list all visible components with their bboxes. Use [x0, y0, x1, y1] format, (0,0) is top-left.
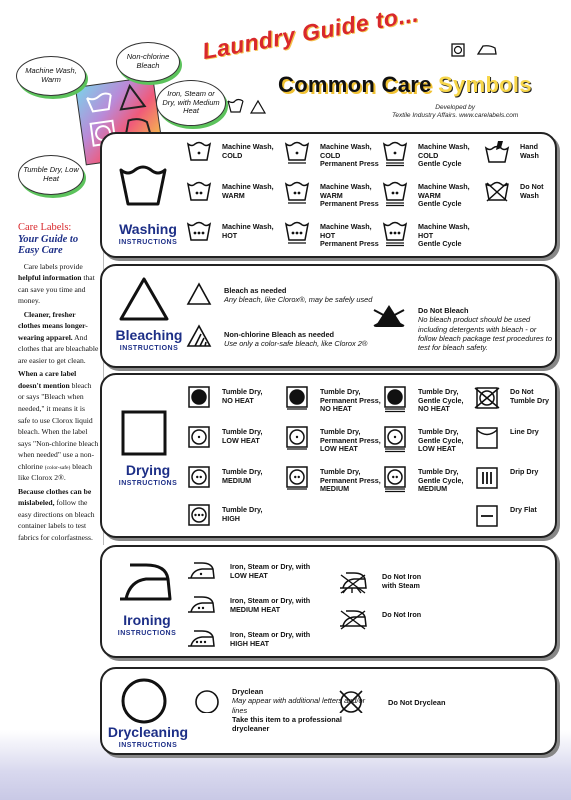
- dry-label-line: LOW HEAT: [222, 435, 260, 445]
- wash-label-line: Machine Wash,: [320, 222, 372, 231]
- dry-label-line: Drip Dry: [510, 467, 539, 476]
- iron-symbol-icon: [186, 627, 216, 651]
- iron-label-line: Iron, Steam or Dry, with: [230, 562, 311, 571]
- wash-symbol-icon: [382, 220, 408, 244]
- bleach-triangle-icon: [118, 276, 170, 322]
- sidebar-paragraph-4: Because clothes can be mislabeled, follow the easy directions on bleach container labels to test fabrics for colorfastness.: [18, 486, 95, 542]
- wash-label-line: COLD: [320, 150, 341, 160]
- dry-label-line: Tumble Dry,: [222, 505, 263, 514]
- wash-symbol-label: [520, 183, 571, 200]
- sidebar-care-labels: [18, 222, 104, 545]
- dry-label-line: MEDIUM: [222, 475, 252, 485]
- do-not-bleach-icon: [372, 302, 406, 330]
- wash-symbol-icon: [284, 220, 310, 244]
- dry-label-line: Permanent Press,: [320, 475, 381, 485]
- dry-label-line: Tumble Dry,: [222, 427, 263, 436]
- iron-label-line: Iron, Steam or Dry, with: [230, 630, 311, 639]
- credit-text: [392, 104, 518, 120]
- dry-label-line: Tumble Dry,: [320, 427, 361, 436]
- dry-symbol-icon: [474, 465, 500, 489]
- wash-label-line: HOT: [418, 230, 434, 240]
- dry-symbol-icon: [284, 385, 310, 409]
- wash-symbol-icon: [382, 180, 408, 204]
- wash-label-line: Machine Wash,: [320, 142, 372, 151]
- wash-label-line: WARM: [418, 190, 441, 200]
- washtub-icon: [118, 164, 168, 208]
- wash-symbol-label: [222, 143, 292, 160]
- wash-label-line: Machine Wash,: [418, 182, 470, 191]
- sidebar-paragraph-1: Care labels provide helpful information that can save you time and money.: [18, 261, 95, 306]
- iron-symbol-icon: [338, 569, 368, 593]
- iron-symbol-label: [230, 631, 340, 648]
- wash-symbol-label: [222, 183, 292, 200]
- iron-symbol-icon: [186, 593, 216, 617]
- dry-symbol-icon: [474, 385, 500, 409]
- wash-label-line: Gentle Cycle: [418, 159, 462, 169]
- header-mini-icons: [448, 40, 508, 62]
- wash-symbol-icon: [284, 140, 310, 164]
- iron-label-line: with Steam: [382, 580, 420, 590]
- dry-label-line: Tumble Dry,: [418, 467, 459, 476]
- dryclean-icon: [194, 689, 220, 713]
- wash-symbol-icon: [284, 180, 310, 204]
- dry-label-line: Tumble Dry,: [418, 427, 459, 436]
- wash-symbol-label: [520, 143, 571, 160]
- dry-symbol-label: [320, 468, 390, 494]
- drying-title: Drying INSTRUCTIONS: [118, 462, 178, 487]
- wash-label-line: Machine Wash,: [320, 182, 372, 191]
- bubble-tumble-dry-low: Tumble Dry, Low Heat: [18, 155, 84, 195]
- non-chlorine-bleach-icon: [186, 324, 212, 348]
- dry-label-line: Line Dry: [510, 427, 539, 436]
- wash-label-line: Permanent Press: [320, 199, 379, 209]
- dry-label-line: NO HEAT: [320, 404, 352, 414]
- wash-symbol-label: [222, 223, 292, 240]
- iron-symbol-label: [230, 597, 340, 614]
- ironing-panel: [100, 545, 557, 658]
- do-not-dryclean-icon: [338, 689, 364, 713]
- wash-symbol-label: [320, 183, 390, 209]
- dry-label-line: MEDIUM: [320, 484, 350, 494]
- wash-label-line: Wash: [520, 150, 539, 160]
- bubble-non-chlorine-bleach: Non-chlorine Bleach: [116, 42, 180, 82]
- wash-label-line: Permanent Press: [320, 239, 379, 249]
- iron-symbol-icon: [186, 559, 216, 583]
- dry-symbol-label: [510, 468, 571, 477]
- wash-label-line: WARM: [320, 190, 343, 200]
- dry-label-line: MEDIUM: [418, 484, 448, 494]
- dryer-square-icon: [120, 409, 168, 457]
- dry-label-line: Tumble Dry,: [320, 387, 361, 396]
- dry-label-line: Tumble Dry,: [320, 467, 361, 476]
- wash-label-line: Wash: [520, 190, 539, 200]
- bleaching-title: Bleaching INSTRUCTIONS: [115, 327, 183, 352]
- dry-label-line: NO HEAT: [418, 404, 450, 414]
- iron-icon: [116, 557, 174, 607]
- dry-symbol-icon: [186, 503, 212, 527]
- wash-symbol-icon: [186, 180, 212, 204]
- dry-symbol-icon: [382, 465, 408, 489]
- wash-symbol-label: [418, 143, 488, 169]
- sidebar-subheading: Your Guide to Easy Care: [18, 233, 79, 257]
- dry-symbol-label: [510, 388, 571, 405]
- dry-label-line: Permanent Press,: [320, 395, 381, 405]
- wash-label-line: Machine Wash,: [222, 182, 274, 191]
- sidebar-paragraph-2: Cleaner, fresher clothes means longer-wearing apparel. And clothes that are bleachable are easier to get clean.: [18, 309, 99, 365]
- iron-symbol-label: [230, 563, 340, 580]
- washing-panel: [100, 132, 557, 258]
- drycleaning-title: Drycleaning INSTRUCTIONS: [107, 724, 189, 749]
- wash-label-line: Gentle Cycle: [418, 199, 462, 209]
- dry-label-line: Gentle Cycle,: [418, 475, 464, 485]
- wash-label-line: WARM: [222, 190, 245, 200]
- dry-symbol-icon: [186, 425, 212, 449]
- dry-label-line: Gentle Cycle,: [418, 395, 464, 405]
- header-mini-icons-2: [225, 97, 271, 117]
- dry-label-line: LOW HEAT: [320, 444, 358, 454]
- title-line-1: Laundry Guide to...: [200, 0, 421, 65]
- wash-label-line: Machine Wash,: [222, 142, 274, 151]
- bleach-as-needed-icon: [186, 282, 212, 306]
- iron-label-line: Iron, Steam or Dry, with: [230, 596, 311, 605]
- wash-symbol-icon: [382, 140, 408, 164]
- dry-label-line: Dry Flat: [510, 505, 537, 514]
- title-symbols: Symbols: [438, 72, 532, 97]
- wash-symbol-icon: [186, 140, 212, 164]
- wash-symbol-icon: [484, 180, 510, 204]
- dry-label-line: Tumble Dry,: [418, 387, 459, 396]
- wash-label-line: COLD: [418, 150, 439, 160]
- wash-symbol-label: [418, 223, 488, 249]
- dry-label-line: HIGH: [222, 513, 240, 523]
- bleach-as-needed-text: Bleach as needed Any bleach, like Clorox®, may be safely used: [224, 286, 373, 305]
- dry-symbol-icon: [474, 503, 500, 527]
- dry-label-line: Do Not: [510, 387, 534, 396]
- dry-label-line: Tumble Dry: [510, 395, 550, 405]
- dry-label-line: LOW HEAT: [418, 444, 456, 454]
- wash-label-line: Machine Wash,: [418, 222, 470, 231]
- dry-symbol-icon: [186, 465, 212, 489]
- wash-label-line: Permanent Press: [320, 159, 379, 169]
- wash-label-line: Gentle Cycle: [418, 239, 462, 249]
- title-common-care: Common Care: [278, 72, 439, 97]
- washing-title: Washing INSTRUCTIONS: [118, 221, 178, 246]
- drycleaning-panel: [100, 667, 557, 755]
- iron-symbol-label: [382, 611, 492, 620]
- wash-label-line: Hand: [520, 142, 538, 151]
- wash-symbol-icon: [484, 140, 510, 164]
- dry-symbol-label: [222, 388, 292, 405]
- dry-symbol-label: [510, 428, 571, 437]
- drying-panel: [100, 373, 557, 538]
- sidebar-heading: Care Labels:: [18, 222, 72, 233]
- credit-line-1: Developed by: [435, 104, 476, 111]
- dry-symbol-label: [222, 468, 292, 485]
- wash-symbol-label: [320, 223, 390, 249]
- dry-label-line: NO HEAT: [222, 395, 254, 405]
- sidebar-paragraph-3: When a care label doesn't mention bleach or says "Bleach when needed," it means it is safe to use Clorox liquid bleach. When the label says "Non-chlorine bleach when needed" use a non-chlorine (color-safe) bleach like Clorox 2®.: [18, 369, 99, 483]
- dry-symbol-icon: [186, 385, 212, 409]
- dryclean-text: Dryclean May appear with additional letters and/or lines Take this item to a professional drycleaner: [232, 687, 366, 733]
- iron-symbol-icon: [338, 607, 368, 631]
- wash-label-line: Do Not: [520, 182, 544, 191]
- dry-symbol-icon: [382, 425, 408, 449]
- non-chlorine-bleach-text: Non-chlorine Bleach as needed Use only a color-safe bleach, like Clorox 2®: [224, 330, 368, 349]
- wash-label-line: HOT: [320, 230, 336, 240]
- dry-symbol-icon: [284, 425, 310, 449]
- title-line-2: [278, 72, 532, 98]
- dry-symbol-label: [222, 506, 292, 523]
- bubble-machine-wash-warm: Machine Wash, Warm: [16, 56, 86, 96]
- dry-label-line: Gentle Cycle,: [418, 435, 464, 445]
- credit-line-2: Textile Industry Affairs. www.carelabels.com: [392, 111, 519, 119]
- wash-label-line: HOT: [222, 230, 238, 240]
- iron-symbol-label: [382, 573, 492, 590]
- dry-symbol-icon: [474, 425, 500, 449]
- wash-label-line: Machine Wash,: [418, 142, 470, 151]
- dry-symbol-label: [510, 506, 571, 515]
- dry-label-line: Permanent Press,: [320, 435, 381, 445]
- dry-symbol-label: [320, 428, 390, 454]
- dry-symbol-label: [320, 388, 390, 414]
- bleaching-panel: [100, 264, 557, 368]
- wash-symbol-icon: [186, 220, 212, 244]
- dry-symbol-icon: [382, 385, 408, 409]
- iron-label-line: Do Not Iron: [382, 572, 422, 581]
- drycleaning-circle-icon: [120, 677, 168, 725]
- wash-label-line: COLD: [222, 150, 243, 160]
- iron-label-line: LOW HEAT: [230, 570, 268, 580]
- iron-label-line: HIGH HEAT: [230, 638, 269, 648]
- dry-symbol-label: [222, 428, 292, 445]
- dry-symbol-icon: [284, 465, 310, 489]
- wash-symbol-label: [320, 143, 390, 169]
- dry-label-line: Tumble Dry,: [222, 387, 263, 396]
- bubble-iron-medium-heat: Iron, Steam or Dry, with Medium Heat: [156, 80, 226, 126]
- wash-symbol-label: [418, 183, 488, 209]
- wash-label-line: Machine Wash,: [222, 222, 274, 231]
- ironing-title: Ironing INSTRUCTIONS: [117, 612, 177, 637]
- iron-label-line: MEDIUM HEAT: [230, 604, 281, 614]
- do-not-dryclean-text: Do Not Dryclean: [388, 698, 446, 707]
- dry-label-line: Tumble Dry,: [222, 467, 263, 476]
- iron-label-line: Do Not Iron: [382, 610, 422, 619]
- do-not-bleach-text: Do Not Bleach No bleach product should be used including detergents with bleach - or follow bleach package test procedures to test for bleach safety.: [418, 306, 552, 352]
